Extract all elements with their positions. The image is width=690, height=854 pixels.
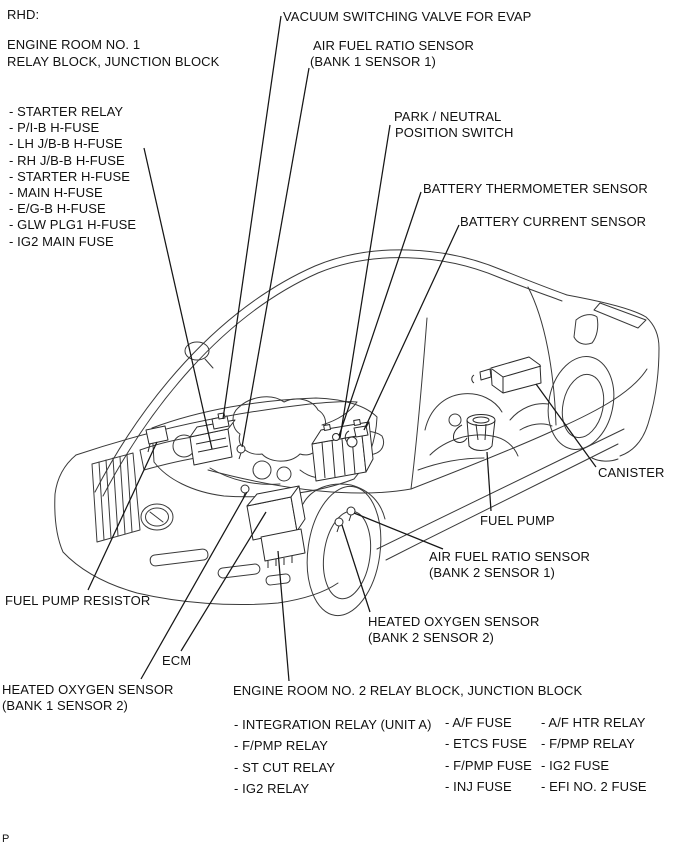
- callout-afr-bank2-line2: (BANK 2 SENSOR 1): [429, 564, 555, 580]
- engine-room-1-component-list: [9, 104, 136, 250]
- list-item: - A/F FUSE: [445, 715, 512, 730]
- callout-ho2s-bank2: [368, 614, 540, 645]
- engine-pulley-2: [277, 467, 291, 481]
- leader-afr-bank1: [242, 68, 309, 447]
- afr-sensor-bank2-stem: [349, 515, 351, 521]
- engine-room-2-title: ENGINE ROOM NO. 2 RELAY BLOCK, JUNCTION BLOCK: [233, 683, 583, 698]
- list-item: - F/PMP RELAY: [541, 736, 636, 752]
- list-item: - IG2 MAIN FUSE: [9, 233, 114, 249]
- b-pillar-line: [411, 318, 427, 489]
- callout-battery-thermometer: BATTERY THERMOMETER SENSOR: [423, 181, 648, 196]
- list-item: - ST CUT RELAY: [234, 759, 336, 775]
- leader-fuel-pump: [487, 452, 491, 511]
- interior-detail-6: [449, 414, 461, 426]
- drive-type-note: RHD:: [7, 7, 40, 22]
- list-item: - E/G-B H-FUSE: [9, 201, 106, 217]
- engine-pulley: [253, 461, 271, 479]
- callout-afr-bank2-line1: AIR FUEL RATIO SENSOR: [429, 549, 591, 564]
- leader-vsv-evap: [223, 16, 281, 419]
- callout-ho2s-bank1-line1: HEATED OXYGEN SENSOR: [2, 682, 174, 697]
- rear-wheel-arch: [540, 350, 622, 455]
- leader-afr-bank2: [354, 513, 443, 549]
- leader-battery-current: [364, 225, 459, 430]
- list-item: - STARTER RELAY: [9, 104, 124, 119]
- rear-valance: [592, 458, 618, 461]
- fuel-pump-resistor-shape: [146, 426, 168, 444]
- component-shapes: [146, 357, 541, 568]
- rear-wheel: [557, 371, 609, 442]
- pnp-switch-shape: [347, 437, 357, 447]
- front-wheel: [318, 508, 376, 602]
- afr-sensor-bank2-shape: [347, 507, 355, 515]
- engine-room-2-column2: [445, 712, 532, 797]
- leader-canister: [536, 384, 596, 467]
- list-item: - MAIN H-FUSE: [9, 185, 103, 201]
- list-item: - GLW PLG1 H-FUSE: [9, 217, 137, 233]
- engine-room-2-column3: [541, 712, 647, 797]
- list-item: - INJ FUSE: [445, 778, 512, 794]
- battery-current-sensor-shape: [354, 426, 368, 437]
- grille-bars: [99, 455, 132, 540]
- callout-afr-bank1-line1: AIR FUEL RATIO SENSOR: [313, 38, 475, 53]
- rear-quarter-window: [574, 315, 598, 345]
- callout-afr-bank1: [310, 38, 474, 69]
- fuel-pump-resistor-stem: [148, 444, 150, 452]
- callout-pnp-switch: [394, 109, 514, 140]
- battery-thermometer-sensor-shape: [333, 434, 340, 441]
- callout-ho2s-bank2-line2: (BANK 2 SENSOR 2): [368, 629, 494, 645]
- leader-ho2s-bank2: [342, 525, 370, 612]
- side-mirror-stem: [205, 359, 213, 368]
- front-wheel-arch: [299, 482, 388, 621]
- callout-battery-current: BATTERY CURRENT SENSOR: [460, 214, 647, 229]
- callout-ho2s-bank2-line1: HEATED OXYGEN SENSOR: [368, 614, 540, 629]
- callout-ho2s-bank1: [2, 682, 174, 713]
- fuel-pump-lines: [476, 424, 486, 440]
- battery-terminal-1: [324, 425, 331, 431]
- list-item: - A/F HTR RELAY: [541, 715, 646, 730]
- callout-afr-bank1-line2: (BANK 1 SENSOR 1): [310, 53, 436, 69]
- interior-detail-5: [520, 424, 552, 430]
- ho2s-bank2-shape: [335, 518, 343, 526]
- engine-room-1-title: [7, 36, 219, 70]
- engine-room-2-column1: [234, 714, 432, 799]
- canister-body: [491, 357, 541, 393]
- leader-battery-thermometer: [339, 192, 421, 436]
- bumper-slot-2: [218, 563, 261, 578]
- canister-nub: [480, 369, 491, 380]
- callout-fuel-pump: FUEL PUMP: [480, 513, 555, 528]
- list-item: - F/PMP RELAY: [234, 738, 329, 754]
- engine-block: [233, 397, 326, 461]
- callout-pnp-line2: POSITION SWITCH: [395, 124, 514, 140]
- cowl-line: [322, 402, 357, 425]
- list-item: - LH J/B-B H-FUSE: [9, 136, 123, 152]
- page-marker: P: [2, 833, 10, 845]
- list-item: - IG2 RELAY: [234, 780, 310, 796]
- bumper-slot-1: [150, 549, 209, 567]
- callout-afr-bank2: [429, 549, 590, 580]
- callout-canister: CANISTER: [598, 465, 665, 480]
- canister-hose: [472, 375, 474, 383]
- leader-ho2s-bank1: [141, 492, 247, 679]
- list-item: - INTEGRATION RELAY (UNIT A): [234, 717, 432, 732]
- afr-sensor-bank1-stem: [239, 453, 241, 459]
- list-item: - ETCS FUSE: [445, 736, 527, 752]
- fuel-pump-cap: [473, 417, 489, 423]
- callout-ecm: ECM: [162, 653, 192, 668]
- battery-terminal-2: [354, 420, 361, 426]
- list-item: - EFI NO. 2 FUSE: [541, 778, 647, 794]
- list-item: - F/PMP FUSE: [445, 757, 532, 773]
- callout-pnp-line1: PARK / NEUTRAL: [394, 109, 502, 124]
- brand-badge-letter: [150, 512, 163, 522]
- engine-room-1-title-line2: RELAY BLOCK, JUNCTION BLOCK: [7, 54, 220, 69]
- leader-fuel-pump-resistor: [88, 442, 157, 590]
- afr-sensor-bank1-shape: [237, 445, 245, 453]
- beltline-front: [208, 470, 411, 493]
- callout-vsv-evap: VACUUM SWITCHING VALVE FOR EVAP: [283, 9, 532, 24]
- callout-fuel-pump-resistor: FUEL PUMP RESISTOR: [5, 593, 151, 608]
- ho2s-bank1-shape: [241, 485, 249, 493]
- ho2s-bank2-stem: [337, 526, 339, 532]
- engine-room-1-title-line1: ENGINE ROOM NO. 1: [7, 37, 141, 52]
- list-item: - STARTER H-FUSE: [9, 168, 131, 184]
- list-item: - IG2 FUSE: [541, 757, 610, 773]
- leader-lines: [88, 16, 596, 681]
- list-item: - RH J/B-B H-FUSE: [9, 152, 125, 168]
- engine-hose-1: [210, 468, 280, 484]
- callout-ho2s-bank1-line2: (BANK 1 SENSOR 2): [2, 697, 128, 713]
- interior-detail-3: [510, 404, 548, 420]
- leader-engine-room-1: [144, 148, 212, 449]
- list-item: - P/I-B H-FUSE: [9, 120, 100, 136]
- c-pillar-line: [528, 287, 556, 425]
- rocker-line-2: [386, 444, 618, 560]
- leader-engine-room-2: [278, 551, 289, 681]
- interior-detail-2: [430, 435, 518, 456]
- fog-light: [266, 574, 291, 586]
